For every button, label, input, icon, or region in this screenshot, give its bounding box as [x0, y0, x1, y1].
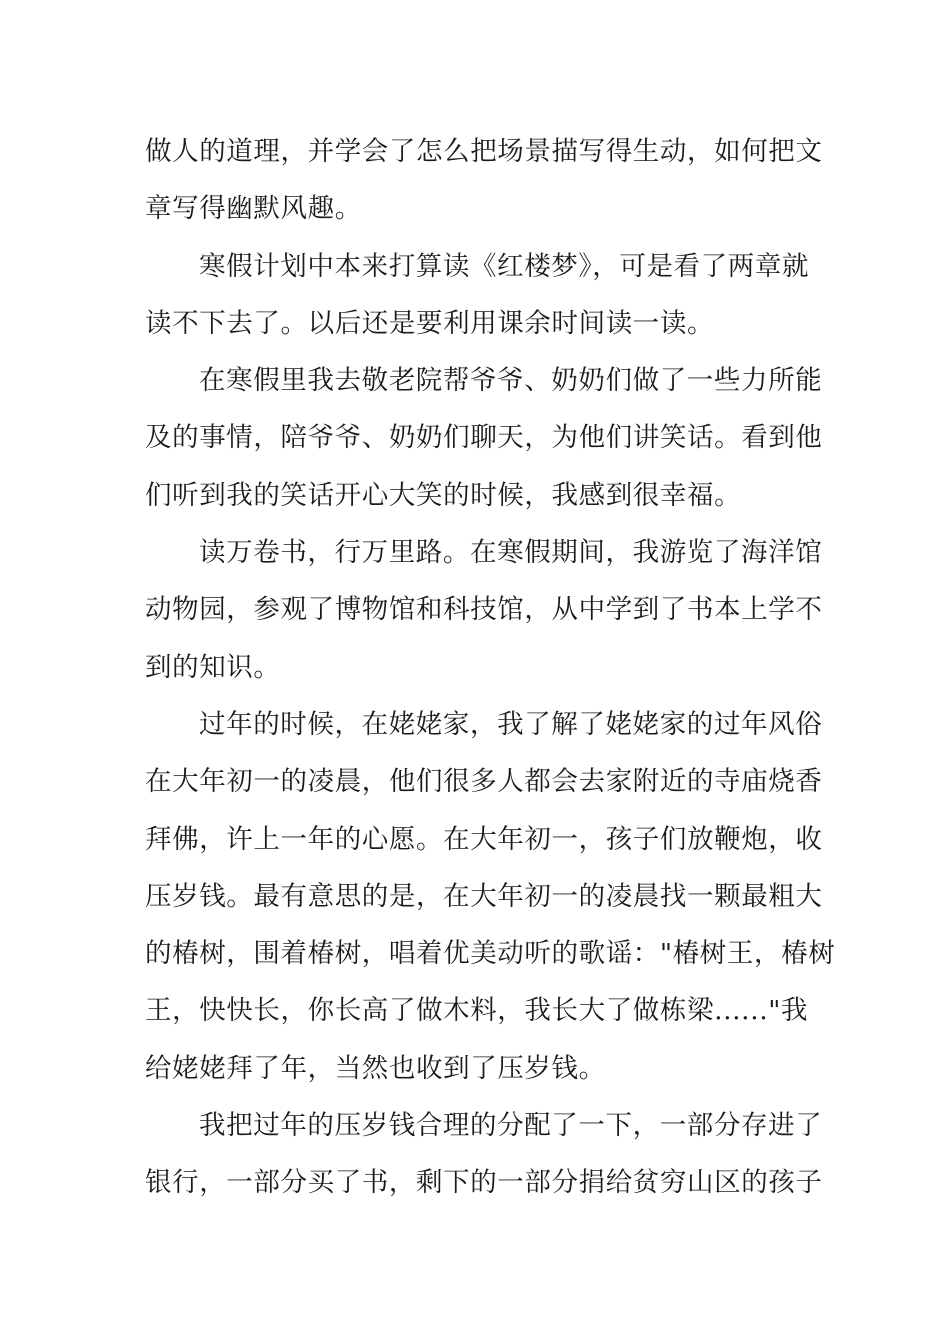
paragraph-line: 王，快快长，你长高了做木料，我长大了做栋梁......"我 [145, 995, 809, 1027]
paragraph-5 [145, 696, 836, 1097]
paragraph-line: 在寒假里我去敬老院帮爷爷、奶奶们做了一些力所能 [199, 365, 823, 397]
paragraph-line: 拜佛，许上一年的心愿。在大年初一，孩子们放鞭炮，收 [145, 823, 823, 855]
paragraph-line: 银行，一部分买了书，剩下的一部分捐给贫穷山区的孩子 [145, 1167, 823, 1199]
paragraph-line: 的椿树，围着椿树，唱着优美动听的歌谣："椿树王，椿树 [145, 938, 836, 970]
paragraph-line: 给姥姥拜了年，当然也收到了压岁钱。 [145, 1052, 606, 1084]
paragraph-3 [145, 352, 823, 524]
paragraph-line: 我把过年的压岁钱合理的分配了一下，一部分存进了 [199, 1110, 823, 1142]
paragraph-4 [145, 524, 823, 696]
paragraph-line: 压岁钱。最有意思的是，在大年初一的凌晨找一颗最粗大 [145, 880, 823, 912]
paragraph-line: 动物园，参观了博物馆和科技馆，从中学到了书本上学不 [145, 594, 823, 626]
document-body [145, 123, 836, 1212]
paragraph-2 [145, 238, 815, 353]
paragraph-line: 们听到我的笑话开心大笑的时候，我感到很幸福。 [145, 479, 742, 511]
paragraph-1 [145, 123, 823, 238]
paragraph-line: 及的事情，陪爷爷、奶奶们聊天，为他们讲笑话。看到他 [145, 422, 823, 454]
paragraph-line: 读不下去了。以后还是要利用课余时间读一读。 [145, 307, 715, 339]
paragraph-line: 读万卷书，行万里路。在寒假期间，我游览了海洋馆 [199, 537, 823, 569]
paragraph-6 [145, 1097, 823, 1212]
paragraph-line: 做人的道理，并学会了怎么把场景描写得生动，如何把文 [145, 136, 823, 167]
paragraph-line: 寒假计划中本来打算读《红楼梦》，可是看了两章就 [199, 250, 810, 282]
paragraph-line: 过年的时候，在姥姥家，我了解了姥姥家的过年风俗 [199, 708, 823, 740]
paragraph-line: 到的知识。 [145, 651, 281, 683]
paragraph-line: 章写得幽默风趣。 [145, 193, 362, 225]
paragraph-line: 在大年初一的凌晨，他们很多人都会去家附近的寺庙烧香 [145, 766, 823, 798]
